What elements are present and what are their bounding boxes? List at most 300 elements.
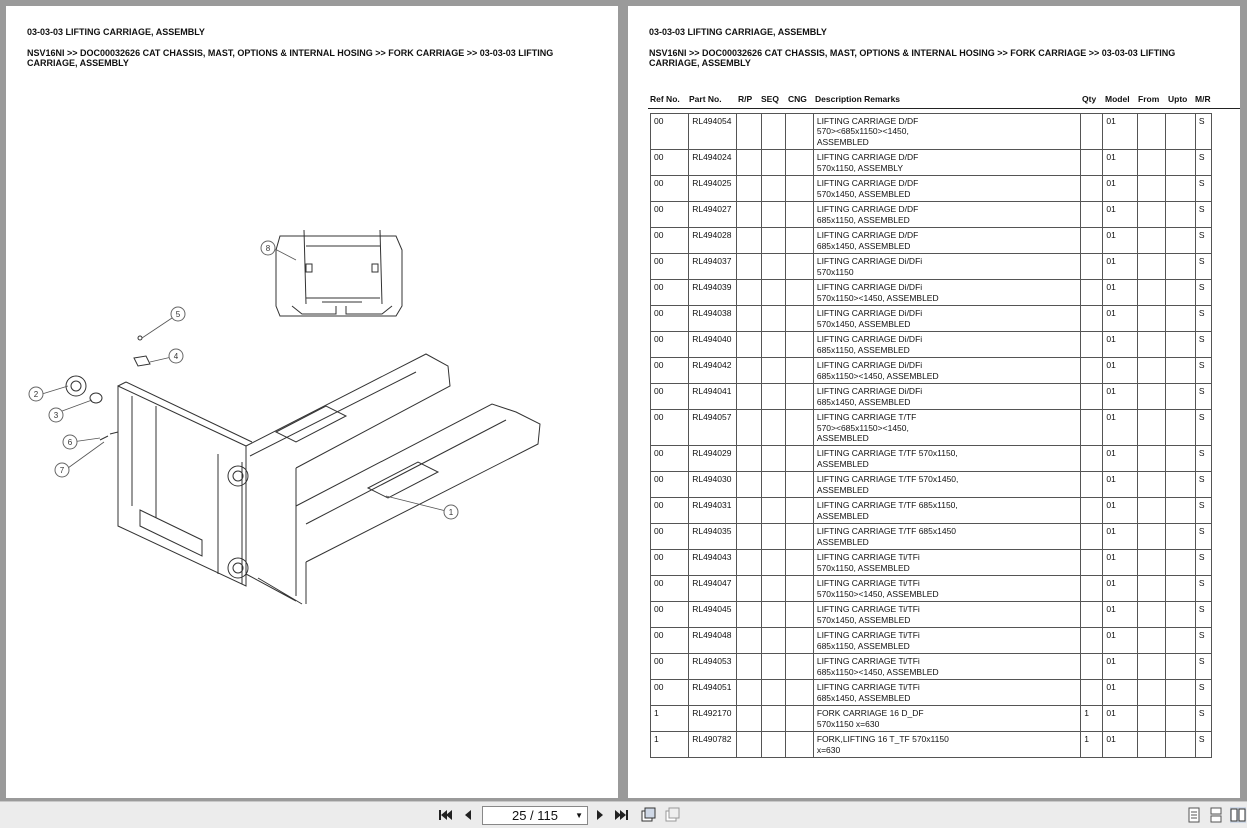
header-upto: Upto <box>1168 94 1188 104</box>
section-title: 03-03-03 LIFTING CARRIAGE, ASSEMBLY <box>649 27 827 37</box>
qty-cell <box>1081 150 1103 176</box>
description-line: LIFTING CARRIAGE D/DF <box>816 178 919 189</box>
single-page-icon[interactable] <box>1186 807 1202 823</box>
exploded-parts-diagram <box>6 206 618 626</box>
callout-1 <box>444 505 458 519</box>
model-cell: 01 <box>1103 228 1137 254</box>
ref-no-cell: 00 <box>651 280 689 306</box>
page-indicator: 25 / 115 <box>511 808 559 823</box>
part-no-cell: RL492170 <box>689 706 737 732</box>
cng-cell <box>785 306 813 332</box>
cng-cell <box>785 524 813 550</box>
description-cell <box>813 306 1080 332</box>
upto-cell <box>1165 176 1195 202</box>
upto-cell <box>1165 358 1195 384</box>
upto-cell <box>1165 732 1195 758</box>
description-line: 685x1450, ASSEMBLED <box>816 396 911 407</box>
header-mr: M/R <box>1195 94 1211 104</box>
model-cell: 01 <box>1103 524 1137 550</box>
ref-no-cell: 00 <box>651 384 689 410</box>
description-line: LIFTING CARRIAGE D/DF <box>816 230 919 241</box>
description-line: LIFTING CARRIAGE T/TF 570x1450, <box>816 474 959 485</box>
seq-cell <box>761 706 785 732</box>
upto-cell <box>1165 706 1195 732</box>
table-row <box>651 254 1212 280</box>
description-line: LIFTING CARRIAGE Ti/TFi <box>816 578 920 589</box>
mr-cell: S <box>1195 732 1211 758</box>
qty-cell <box>1081 628 1103 654</box>
description-line: ASSEMBLED <box>816 458 869 469</box>
description-cell <box>813 446 1080 472</box>
part-no-cell: RL494053 <box>689 654 737 680</box>
description-line: 570><685x1150><1450, <box>816 126 909 137</box>
from-cell <box>1137 472 1165 498</box>
seq-cell <box>761 732 785 758</box>
cng-cell <box>785 384 813 410</box>
mr-cell: S <box>1195 680 1211 706</box>
description-line: 685x1150><1450, ASSEMBLED <box>816 666 939 677</box>
from-cell <box>1137 576 1165 602</box>
mr-cell: S <box>1195 150 1211 176</box>
model-cell: 01 <box>1103 358 1137 384</box>
ref-no-cell: 00 <box>651 446 689 472</box>
description-cell <box>813 654 1080 680</box>
upto-cell <box>1165 446 1195 472</box>
model-cell: 01 <box>1103 706 1137 732</box>
from-cell <box>1137 176 1165 202</box>
description-line: LIFTING CARRIAGE Di/DFi <box>816 308 923 319</box>
part-no-cell: RL494054 <box>689 114 737 150</box>
mr-cell: S <box>1195 306 1211 332</box>
mr-cell: S <box>1195 228 1211 254</box>
cng-cell <box>785 628 813 654</box>
part-no-cell: RL494041 <box>689 384 737 410</box>
qty-cell <box>1081 384 1103 410</box>
fit-width-icon[interactable] <box>664 807 680 823</box>
parts-table <box>650 113 1212 758</box>
qty-cell <box>1081 114 1103 150</box>
rp-cell <box>737 280 761 306</box>
mr-cell: S <box>1195 472 1211 498</box>
upto-cell <box>1165 254 1195 280</box>
table-row <box>651 280 1212 306</box>
next-page-icon[interactable] <box>592 807 608 823</box>
description-line: 570x1450, ASSEMBLED <box>816 614 911 625</box>
model-cell: 01 <box>1103 446 1137 472</box>
description-line: FORK,LIFTING 16 T_TF 570x1150 <box>816 734 949 745</box>
seq-cell <box>761 576 785 602</box>
part-no-cell: RL494038 <box>689 306 737 332</box>
model-cell: 01 <box>1103 732 1137 758</box>
header-from: From <box>1138 94 1160 104</box>
description-cell <box>813 254 1080 280</box>
section-title: 03-03-03 LIFTING CARRIAGE, ASSEMBLY <box>27 27 205 37</box>
breadcrumb-path: NSV16NI >> DOC00032626 CAT CHASSIS, MAST, OPTIONS & INTERNAL HOSING >> FORK CARRIAGE >> 03-03-03 LIFTING CARRIAGE, ASSEMBLY <box>649 48 1176 68</box>
from-cell <box>1137 498 1165 524</box>
table-row <box>651 384 1212 410</box>
description-line: 685x1450, ASSEMBLED <box>816 692 911 703</box>
seq-cell <box>761 254 785 280</box>
left-page <box>6 6 618 798</box>
ref-no-cell: 1 <box>651 706 689 732</box>
ref-no-cell: 00 <box>651 576 689 602</box>
callout-6 <box>63 435 77 449</box>
breadcrumb-path: NSV16NI >> DOC00032626 CAT CHASSIS, MAST, OPTIONS & INTERNAL HOSING >> FORK CARRIAGE >> 03-03-03 LIFTING CARRIAGE, ASSEMBLY <box>27 48 554 68</box>
seq-cell <box>761 176 785 202</box>
seq-cell <box>761 410 785 446</box>
table-row <box>651 680 1212 706</box>
header-description: Description Remarks <box>815 94 901 104</box>
rp-cell <box>737 550 761 576</box>
callout-7 <box>55 463 69 477</box>
description-cell <box>813 472 1080 498</box>
description-line: LIFTING CARRIAGE Ti/TFi <box>816 630 920 641</box>
ref-no-cell: 00 <box>651 228 689 254</box>
model-cell: 01 <box>1103 176 1137 202</box>
ref-no-cell: 00 <box>651 254 689 280</box>
seq-cell <box>761 202 785 228</box>
table-row <box>651 498 1212 524</box>
model-cell: 01 <box>1103 628 1137 654</box>
part-no-cell: RL494024 <box>689 150 737 176</box>
upto-cell <box>1165 280 1195 306</box>
seq-cell <box>761 384 785 410</box>
callout-3 <box>49 408 63 422</box>
from-cell <box>1137 332 1165 358</box>
cng-cell <box>785 732 813 758</box>
cng-cell <box>785 410 813 446</box>
rp-cell <box>737 654 761 680</box>
model-cell: 01 <box>1103 602 1137 628</box>
ref-no-cell: 00 <box>651 654 689 680</box>
description-line: ASSEMBLED <box>816 536 869 547</box>
table-row <box>651 602 1212 628</box>
qty-cell <box>1081 228 1103 254</box>
table-row <box>651 628 1212 654</box>
mr-cell: S <box>1195 628 1211 654</box>
from-cell <box>1137 706 1165 732</box>
two-page-icon[interactable] <box>1230 807 1246 823</box>
page-number-select[interactable] <box>482 806 588 825</box>
description-line: 685x1150, ASSEMBLED <box>816 214 910 225</box>
description-cell <box>813 228 1080 254</box>
model-cell: 01 <box>1103 550 1137 576</box>
rp-cell <box>737 576 761 602</box>
cng-cell <box>785 202 813 228</box>
cng-cell <box>785 654 813 680</box>
part-no-cell: RL490782 <box>689 732 737 758</box>
svg-text:7: 7 <box>59 466 65 475</box>
qty-cell <box>1081 332 1103 358</box>
description-line: ASSEMBLED <box>816 510 869 521</box>
model-cell: 01 <box>1103 150 1137 176</box>
upto-cell <box>1165 472 1195 498</box>
header-ref-no: Ref No. <box>650 94 680 104</box>
from-cell <box>1137 280 1165 306</box>
model-cell: 01 <box>1103 280 1137 306</box>
inset-carriage-view <box>276 230 402 316</box>
description-cell <box>813 410 1080 446</box>
mr-cell: S <box>1195 524 1211 550</box>
description-line: 685x1150, ASSEMBLED <box>816 640 910 651</box>
qty-cell <box>1081 680 1103 706</box>
qty-cell <box>1081 654 1103 680</box>
mr-cell: S <box>1195 202 1211 228</box>
part-no-cell: RL494040 <box>689 332 737 358</box>
model-cell: 01 <box>1103 576 1137 602</box>
upto-cell <box>1165 498 1195 524</box>
rp-cell <box>737 732 761 758</box>
table-row <box>651 732 1212 758</box>
qty-cell <box>1081 176 1103 202</box>
prev-page-icon[interactable] <box>460 807 476 823</box>
table-row <box>651 150 1212 176</box>
part-no-cell: RL494029 <box>689 446 737 472</box>
table-row <box>651 358 1212 384</box>
ref-no-cell: 00 <box>651 524 689 550</box>
model-cell: 01 <box>1103 410 1137 446</box>
seq-cell <box>761 680 785 706</box>
description-line: ASSEMBLED <box>816 433 869 444</box>
description-line: 685x1150><1450, ASSEMBLED <box>816 370 939 381</box>
part-no-cell: RL494051 <box>689 680 737 706</box>
from-cell <box>1137 202 1165 228</box>
cng-cell <box>785 114 813 150</box>
qty-cell <box>1081 306 1103 332</box>
description-line: ASSEMBLED <box>816 484 869 495</box>
fit-page-icon[interactable] <box>640 807 656 823</box>
description-line: LIFTING CARRIAGE Ti/TFi <box>816 656 920 667</box>
cng-cell <box>785 680 813 706</box>
seq-cell <box>761 498 785 524</box>
description-line: 570x1150 <box>816 266 854 277</box>
ref-no-cell: 00 <box>651 332 689 358</box>
description-line: LIFTING CARRIAGE T/TF 685x1150, <box>816 500 958 511</box>
description-cell <box>813 358 1080 384</box>
description-cell <box>813 384 1080 410</box>
rp-cell <box>737 628 761 654</box>
description-line: LIFTING CARRIAGE D/DF <box>816 152 919 163</box>
rp-cell <box>737 254 761 280</box>
part-no-cell: RL494057 <box>689 410 737 446</box>
upto-cell <box>1165 332 1195 358</box>
part-no-cell: RL494045 <box>689 602 737 628</box>
lifting-carriage-assembly <box>118 354 540 604</box>
cng-cell <box>785 446 813 472</box>
right-page <box>628 6 1240 798</box>
description-cell <box>813 576 1080 602</box>
seq-cell <box>761 358 785 384</box>
cng-cell <box>785 228 813 254</box>
upto-cell <box>1165 654 1195 680</box>
table-row <box>651 228 1212 254</box>
description-cell <box>813 706 1080 732</box>
description-line: LIFTING CARRIAGE T/TF 685x1450 <box>816 526 957 537</box>
model-cell: 01 <box>1103 498 1137 524</box>
cng-cell <box>785 254 813 280</box>
from-cell <box>1137 602 1165 628</box>
qty-cell: 1 <box>1081 732 1103 758</box>
description-line: 570x1450, ASSEMBLED <box>816 318 911 329</box>
from-cell <box>1137 228 1165 254</box>
qty-cell <box>1081 280 1103 306</box>
seq-cell <box>761 628 785 654</box>
ref-no-cell: 00 <box>651 176 689 202</box>
upto-cell <box>1165 602 1195 628</box>
description-cell <box>813 332 1080 358</box>
upto-cell <box>1165 150 1195 176</box>
description-line: LIFTING CARRIAGE T/TF <box>816 412 917 423</box>
rp-cell <box>737 176 761 202</box>
mr-cell: S <box>1195 410 1211 446</box>
ref-no-cell: 00 <box>651 202 689 228</box>
table-row <box>651 654 1212 680</box>
table-row <box>651 176 1212 202</box>
description-line: LIFTING CARRIAGE Ti/TFi <box>816 604 920 615</box>
first-page-icon[interactable] <box>437 807 453 823</box>
table-row <box>651 410 1212 446</box>
description-line: 685x1450, ASSEMBLED <box>816 240 911 251</box>
mr-cell: S <box>1195 498 1211 524</box>
description-line: LIFTING CARRIAGE Di/DFi <box>816 360 923 371</box>
qty-cell <box>1081 472 1103 498</box>
header-seq: SEQ <box>761 94 779 104</box>
rp-cell <box>737 202 761 228</box>
rp-cell <box>737 446 761 472</box>
table-row <box>651 706 1212 732</box>
header-rule <box>648 108 1240 109</box>
upto-cell <box>1165 228 1195 254</box>
from-cell <box>1137 410 1165 446</box>
last-page-icon[interactable] <box>614 807 630 823</box>
continuous-page-icon[interactable] <box>1208 807 1224 823</box>
description-line: LIFTING CARRIAGE Di/DFi <box>816 282 923 293</box>
mr-cell: S <box>1195 446 1211 472</box>
svg-text:4: 4 <box>173 352 179 361</box>
description-cell <box>813 732 1080 758</box>
from-cell <box>1137 114 1165 150</box>
rp-cell <box>737 410 761 446</box>
description-line: LIFTING CARRIAGE D/DF <box>816 204 919 215</box>
ref-no-cell: 1 <box>651 732 689 758</box>
mr-cell: S <box>1195 654 1211 680</box>
qty-cell <box>1081 576 1103 602</box>
model-cell: 01 <box>1103 114 1137 150</box>
part-no-cell: RL494030 <box>689 472 737 498</box>
table-row <box>651 472 1212 498</box>
cng-cell <box>785 150 813 176</box>
model-cell: 01 <box>1103 472 1137 498</box>
qty-cell <box>1081 524 1103 550</box>
table-row <box>651 550 1212 576</box>
description-line: 685x1150, ASSEMBLED <box>816 344 910 355</box>
description-line: FORK CARRIAGE 16 D_DF <box>816 708 924 719</box>
description-cell <box>813 150 1080 176</box>
from-cell <box>1137 150 1165 176</box>
description-line: 570x1150><1450, ASSEMBLED <box>816 292 939 303</box>
rp-cell <box>737 524 761 550</box>
header-qty: Qty <box>1082 94 1097 104</box>
svg-text:6: 6 <box>67 438 73 447</box>
seq-cell <box>761 332 785 358</box>
model-cell: 01 <box>1103 680 1137 706</box>
svg-text:2: 2 <box>33 390 39 399</box>
part-no-cell: RL494031 <box>689 498 737 524</box>
ref-no-cell: 00 <box>651 306 689 332</box>
description-line: 570x1150><1450, ASSEMBLED <box>816 588 939 599</box>
seq-cell <box>761 472 785 498</box>
viewer-toolbar <box>0 801 1247 828</box>
table-row <box>651 202 1212 228</box>
mr-cell: S <box>1195 576 1211 602</box>
upto-cell <box>1165 680 1195 706</box>
part-no-cell: RL494048 <box>689 628 737 654</box>
description-line: 570x1150, ASSEMBLED <box>816 562 910 573</box>
upto-cell <box>1165 202 1195 228</box>
description-line: 570x1450, ASSEMBLED <box>816 188 911 199</box>
part-no-cell: RL494042 <box>689 358 737 384</box>
seq-cell <box>761 550 785 576</box>
from-cell <box>1137 524 1165 550</box>
ref-no-cell: 00 <box>651 602 689 628</box>
from-cell <box>1137 680 1165 706</box>
callout-4 <box>169 349 183 363</box>
mr-cell: S <box>1195 706 1211 732</box>
qty-cell <box>1081 254 1103 280</box>
part-no-cell: RL494028 <box>689 228 737 254</box>
description-cell <box>813 550 1080 576</box>
seq-cell <box>761 114 785 150</box>
rp-cell <box>737 498 761 524</box>
cng-cell <box>785 332 813 358</box>
from-cell <box>1137 306 1165 332</box>
cng-cell <box>785 176 813 202</box>
table-row <box>651 332 1212 358</box>
rp-cell <box>737 680 761 706</box>
qty-cell <box>1081 202 1103 228</box>
description-cell <box>813 176 1080 202</box>
model-cell: 01 <box>1103 384 1137 410</box>
description-line: LIFTING CARRIAGE Di/DFi <box>816 386 923 397</box>
part-no-cell: RL494047 <box>689 576 737 602</box>
part-no-cell: RL494027 <box>689 202 737 228</box>
rp-cell <box>737 706 761 732</box>
description-cell <box>813 280 1080 306</box>
seq-cell <box>761 280 785 306</box>
ref-no-cell: 00 <box>651 150 689 176</box>
mr-cell: S <box>1195 332 1211 358</box>
from-cell <box>1137 732 1165 758</box>
svg-text:1: 1 <box>448 508 454 517</box>
table-row <box>651 306 1212 332</box>
description-line: 570x1150, ASSEMBLY <box>816 162 904 173</box>
qty-cell <box>1081 498 1103 524</box>
rp-cell <box>737 384 761 410</box>
mr-cell: S <box>1195 254 1211 280</box>
part-no-cell: RL494037 <box>689 254 737 280</box>
header-part-no: Part No. <box>689 94 722 104</box>
description-line: ASSEMBLED <box>816 136 869 147</box>
svg-text:8: 8 <box>265 244 271 253</box>
upto-cell <box>1165 628 1195 654</box>
from-cell <box>1137 550 1165 576</box>
upto-cell <box>1165 550 1195 576</box>
cng-cell <box>785 358 813 384</box>
mr-cell: S <box>1195 176 1211 202</box>
table-row <box>651 524 1212 550</box>
callout-8 <box>261 241 275 255</box>
ref-no-cell: 00 <box>651 628 689 654</box>
